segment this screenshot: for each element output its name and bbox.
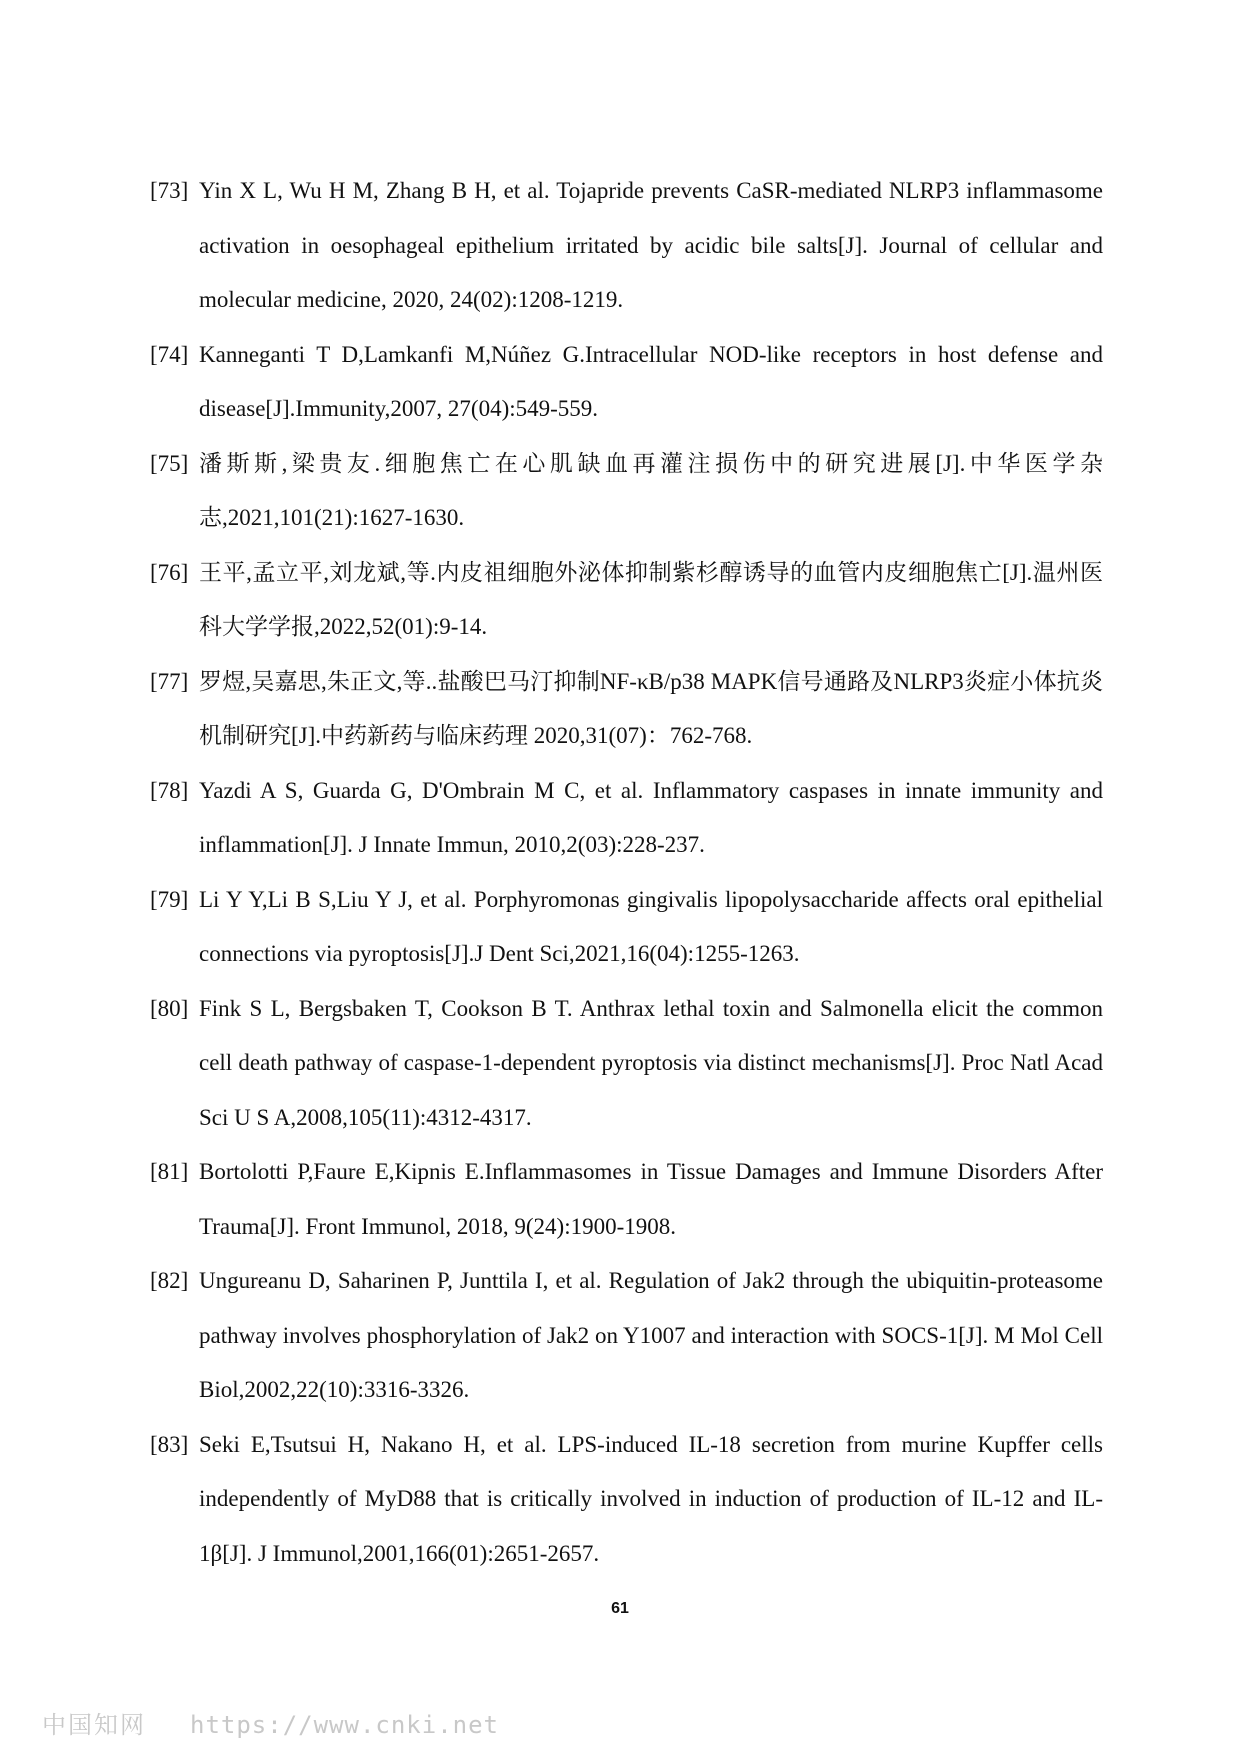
reference-number: [77] (150, 668, 189, 694)
reference-item (150, 328, 1103, 437)
reference-text: Yazdi A S, Guarda G, D'Ombrain M C, et al. Inflammatory caspases in innate immunity and inflammation[J]. J Innate Immun, 2010,2(03):228-237. (199, 777, 1103, 857)
reference-text: 潘斯斯,梁贵友.细胞焦亡在心肌缺血再灌注损伤中的研究进展[J].中华医学杂志,2021,101(21):1627-1630. (199, 450, 1103, 530)
reference-text: Seki E,Tsutsui H, Nakano H, et al. LPS-induced IL-18 secretion from murine Kupffer cells independently of MyD88 that is critically involved in induction of production of IL-12 and IL-1β[J]. J Immunol,2001,166(01):2651-2657. (199, 1431, 1103, 1566)
reference-item (150, 164, 1103, 328)
reference-number: [82] (150, 1268, 189, 1293)
reference-text: 罗煜,吴嘉思,朱正文,等..盐酸巴马汀抑制NF-κB/p38 MAPK信号通路及NLRP3炎症小体抗炎机制研究[J].中药新药与临床药理 2020,31(07)：762-768. (199, 668, 1103, 748)
watermark-url: https://www.cnki.net (190, 1711, 499, 1739)
reference-item (150, 1254, 1103, 1418)
reference-item (150, 982, 1103, 1146)
reference-item (150, 437, 1103, 546)
reference-item (150, 764, 1103, 873)
reference-text: Kanneganti T D,Lamkanfi M,Núñez G.Intracellular NOD-like receptors in host defense and disease[J].Immunity,2007, 27(04):549-559. (199, 341, 1103, 421)
page-number: 61 (611, 1600, 629, 1617)
reference-list (150, 164, 1103, 1581)
reference-number: [73] (150, 178, 189, 203)
reference-text: 王平,孟立平,刘龙斌,等.内皮祖细胞外泌体抑制紫杉醇诱导的血管内皮细胞焦亡[J].温州医科大学学报,2022,52(01):9-14. (199, 559, 1103, 639)
reference-item (150, 546, 1103, 655)
reference-number: [74] (150, 341, 189, 367)
reference-item (150, 1145, 1103, 1254)
reference-text: Yin X L, Wu H M, Zhang B H, et al. Tojapride prevents CaSR-mediated NLRP3 inflammasome activation in oesophageal epithelium irritated by acidic bile salts[J]. Journal of cellular and molecular medicine, 2020, 24(02):1208-1219. (199, 178, 1103, 312)
watermark (42, 1705, 499, 1740)
reference-number: [76] (150, 559, 189, 585)
reference-item (150, 1418, 1103, 1582)
reference-text: Li Y Y,Li B S,Liu Y J, et al. Porphyromonas gingivalis lipopolysaccharide affects oral epithelial connections via pyroptosis[J].J Dent Sci,2021,16(04):1255-1263. (199, 886, 1103, 966)
reference-number: [83] (150, 1431, 189, 1457)
reference-number: [78] (150, 777, 189, 803)
reference-text: Bortolotti P,Faure E,Kipnis E.Inflammasomes in Tissue Damages and Immune Disorders After Trauma[J]. Front Immunol, 2018, 9(24):1900-1908. (199, 1159, 1103, 1239)
reference-number: [79] (150, 886, 189, 912)
reference-text: Ungureanu D, Saharinen P, Junttila I, et al. Regulation of Jak2 through the ubiquitin-proteasome pathway involves phosphorylation of Jak2 on Y1007 and interaction with SOCS-1[J]. M Mol Cell Biol,2002,22(10):3316-3326. (199, 1268, 1103, 1402)
reference-item (150, 655, 1103, 764)
reference-number: [80] (150, 995, 189, 1021)
reference-item (150, 873, 1103, 982)
reference-number: [75] (150, 450, 189, 476)
watermark-brand: 中国知网 (42, 1711, 146, 1739)
reference-text: Fink S L, Bergsbaken T, Cookson B T. Anthrax lethal toxin and Salmonella elicit the common cell death pathway of caspase-1-dependent pyroptosis via distinct mechanisms[J]. Proc Natl Acad Sci U S A,2008,105(11):4312-4317. (199, 995, 1103, 1130)
reference-number: [81] (150, 1159, 189, 1184)
